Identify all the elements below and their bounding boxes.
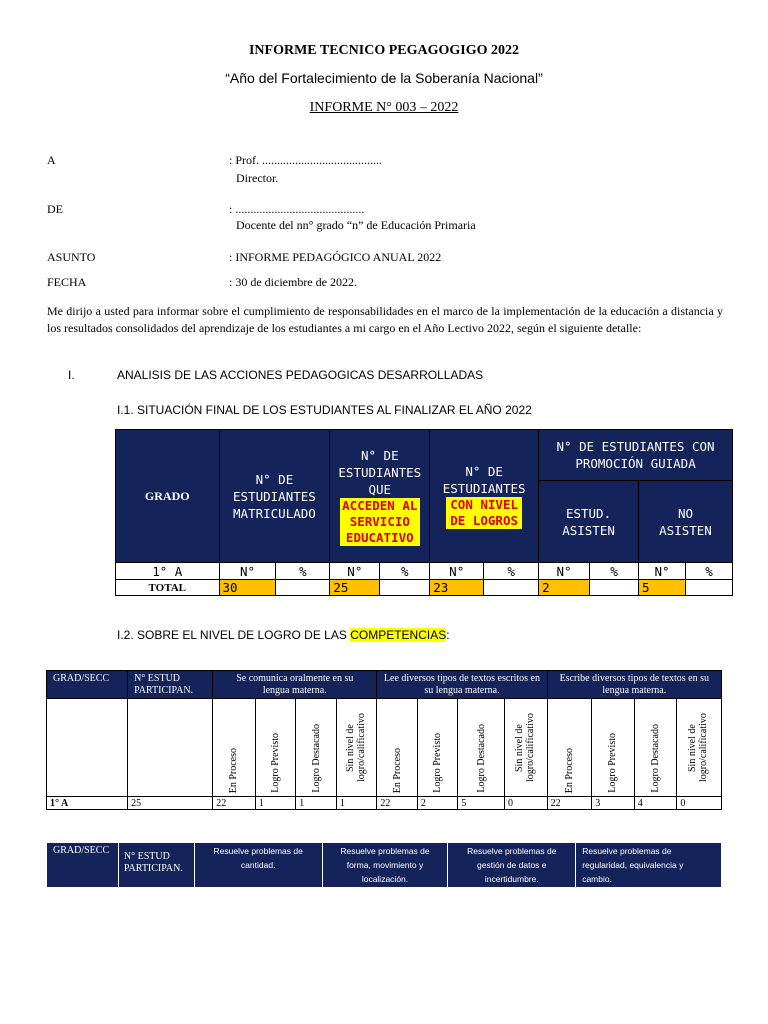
header-no-asisten-text: NO ASISTEN xyxy=(659,505,712,538)
header-comp-escritura-text: Escribe diversos tipos de textos en su lengua materna. xyxy=(559,672,709,696)
empty-cell xyxy=(128,699,213,797)
header-no-asisten xyxy=(639,481,733,563)
n-cell: N° xyxy=(539,563,590,580)
level-header xyxy=(296,699,337,797)
header-comp-oral xyxy=(213,671,377,699)
total-acceden: 25 xyxy=(330,580,380,596)
header-grado: GRADO xyxy=(116,430,220,563)
total-matriculados: 30 xyxy=(219,580,276,596)
date-value: : 30 de diciembre de 2022. xyxy=(229,275,357,289)
value-cell: 1 xyxy=(336,797,377,810)
section-number: I. xyxy=(68,368,75,382)
level-logro-destacado: Logro Destacado xyxy=(650,724,662,793)
pct-cell: % xyxy=(380,563,430,580)
pct-cell: % xyxy=(276,563,330,580)
subsection-2-highlight: COMPETENCIAS xyxy=(350,628,447,642)
level-logro-previsto: Logro Previsto xyxy=(607,733,619,793)
report-title: INFORME TECNICO PEGAGOGIGO 2022 xyxy=(248,43,520,58)
date-label: FECHA xyxy=(47,275,87,289)
student-status-table xyxy=(115,429,733,596)
value-cell: 1 xyxy=(255,797,296,810)
pct-cell: % xyxy=(484,563,539,580)
n-cell: N° xyxy=(219,563,276,580)
level-header xyxy=(417,699,458,797)
competencies-table-communication xyxy=(46,670,722,810)
value-cell: 0 xyxy=(505,797,548,810)
competencies-table-math xyxy=(46,842,722,888)
header-comp-regularidad xyxy=(576,843,722,888)
subject-value: : INFORME PEDAGÓGICO ANUAL 2022 xyxy=(229,250,442,264)
level-header xyxy=(377,699,418,797)
header-comp-lectura-text: Lee diversos tipos de textos escritos en su lengua materna. xyxy=(383,672,540,696)
level-sin-nivel: Sin nivel de logro/calificativo xyxy=(513,713,536,783)
total-no-asisten: 5 xyxy=(639,580,686,596)
header-promocion-text: N° DE ESTUDIANTES CON PROMOCIÓN GUIADA xyxy=(556,439,715,471)
subsection-2-prefix: I.2. SOBRE EL NIVEL DE LOGRO DE LAS xyxy=(117,628,351,642)
header-logros-text: N° DE ESTUDIANTES xyxy=(442,464,526,496)
to-label: A xyxy=(47,153,56,167)
report-number-text: INFORME N° 003 – 2022 xyxy=(309,100,459,115)
header-logros-highlight: CON NIVEL DE LOGROS xyxy=(446,497,522,529)
subsection-1-title: I.1. SITUACIÓN FINAL DE LOS ESTUDIANTES AL FINALIZAR EL AÑO 2022 xyxy=(117,403,532,417)
header-acceden-text: N° DE ESTUDIANTES QUE xyxy=(338,447,422,497)
value-cell: 0 xyxy=(677,797,722,810)
empty-cell xyxy=(380,580,430,596)
header-n-estud: N° ESTUD PARTICIPAN. xyxy=(128,671,213,699)
row-participants: 25 xyxy=(128,797,213,810)
level-header xyxy=(505,699,548,797)
pct-cell: % xyxy=(590,563,639,580)
value-cell: 3 xyxy=(592,797,635,810)
value-cell: 22 xyxy=(377,797,418,810)
header-comp-datos xyxy=(448,843,576,888)
value-cell: 4 xyxy=(634,797,677,810)
level-header xyxy=(592,699,635,797)
intro-paragraph: Me dirijo a usted para informar sobre el cumplimiento de responsabilidades en el marco de la implementación de la educación a distancia y los resultados consolidados del aprendizaje de los estudiantes a mi cargo en el Año Lectivo 2022, según el siguiente detalle: xyxy=(47,304,723,335)
row-grade-cell: 1° A xyxy=(116,563,220,580)
value-cell: 1 xyxy=(296,797,337,810)
level-logro-previsto: Logro Previsto xyxy=(432,733,444,793)
total-label: TOTAL xyxy=(116,580,220,596)
n-cell: N° xyxy=(430,563,484,580)
header-comp-forma xyxy=(322,843,448,888)
level-en-proceso: En Proceso xyxy=(563,747,575,793)
from-label: DE xyxy=(47,202,63,216)
value-cell: 2 xyxy=(417,797,458,810)
level-logro-destacado: Logro Destacado xyxy=(310,724,322,793)
header-matriculado-text: N° DE ESTUDIANTES MATRICULADO xyxy=(233,471,316,521)
subject-label: ASUNTO xyxy=(47,250,96,264)
to-role: Director. xyxy=(236,171,279,185)
empty-cell xyxy=(276,580,330,596)
level-header xyxy=(634,699,677,797)
total-asisten: 2 xyxy=(539,580,590,596)
empty-cell xyxy=(484,580,539,596)
subsection-2-title xyxy=(117,628,450,642)
level-en-proceso: En Proceso xyxy=(228,747,240,793)
total-logros: 23 xyxy=(430,580,484,596)
level-logro-previsto: Logro Previsto xyxy=(270,733,282,793)
n-cell: N° xyxy=(639,563,686,580)
header-logros xyxy=(430,430,539,563)
level-header xyxy=(677,699,722,797)
header-acceden-highlight: ACCEDEN AL SERVICIO EDUCATIVO xyxy=(340,498,420,546)
header-comp-cantidad-text: Resuelve problemas de cantidad. xyxy=(213,846,303,870)
level-logro-destacado: Logro Destacado xyxy=(475,724,487,793)
header-matriculado xyxy=(219,430,330,563)
n-cell: N° xyxy=(330,563,380,580)
level-header xyxy=(547,699,592,797)
header-promocion xyxy=(539,430,733,481)
header-grad-secc: GRAD/SECC xyxy=(47,671,128,699)
header-n-estud: N° ESTUD PARTICIPAN. xyxy=(118,843,194,888)
from-value: : ........................................... xyxy=(229,202,365,216)
header-grad-secc: GRAD/SECC xyxy=(47,843,119,888)
header-comp-oral-text: Se comunica oralmente en su lengua materna. xyxy=(236,672,354,696)
to-value: : Prof. ........................................ xyxy=(229,153,382,167)
header-estud-asisten-text: ESTUD. ASISTEN xyxy=(562,505,615,538)
level-header xyxy=(336,699,377,797)
value-cell: 22 xyxy=(213,797,256,810)
level-header xyxy=(255,699,296,797)
report-number xyxy=(0,100,768,116)
value-cell: 5 xyxy=(458,797,505,810)
section-title: ANALISIS DE LAS ACCIONES PEDAGOGICAS DESARROLLADAS xyxy=(117,368,484,382)
year-motto: “Año del Fortalecimiento de la Soberanía Nacional” xyxy=(225,70,543,86)
value-cell: 22 xyxy=(547,797,592,810)
row-grade-cell: 1° A xyxy=(47,797,128,810)
level-sin-nivel: Sin nivel de logro/calificativo xyxy=(687,713,710,783)
empty-cell xyxy=(590,580,639,596)
empty-cell xyxy=(685,580,732,596)
header-comp-cantidad xyxy=(194,843,322,888)
empty-cell xyxy=(47,699,128,797)
level-sin-nivel: Sin nivel de logro/calificativo xyxy=(344,713,367,783)
level-header xyxy=(458,699,505,797)
header-acceden xyxy=(330,430,430,563)
level-header xyxy=(213,699,256,797)
level-en-proceso: En Proceso xyxy=(391,747,403,793)
header-comp-regularidad-text: Resuelve problemas de regularidad, equivalencia y cambio. xyxy=(582,846,684,884)
pct-cell: % xyxy=(685,563,732,580)
from-role: Docente del nn° grado “n” de Educación Primaria xyxy=(236,218,476,232)
header-comp-datos-text: Resuelve problemas de gestión de datos e incertidumbre. xyxy=(467,846,557,884)
header-comp-forma-text: Resuelve problemas de forma, movimiento y localización. xyxy=(340,846,430,884)
subsection-2-suffix: : xyxy=(446,628,450,642)
header-estud-asisten xyxy=(539,481,639,563)
header-comp-escritura xyxy=(547,671,721,699)
header-comp-lectura xyxy=(377,671,547,699)
